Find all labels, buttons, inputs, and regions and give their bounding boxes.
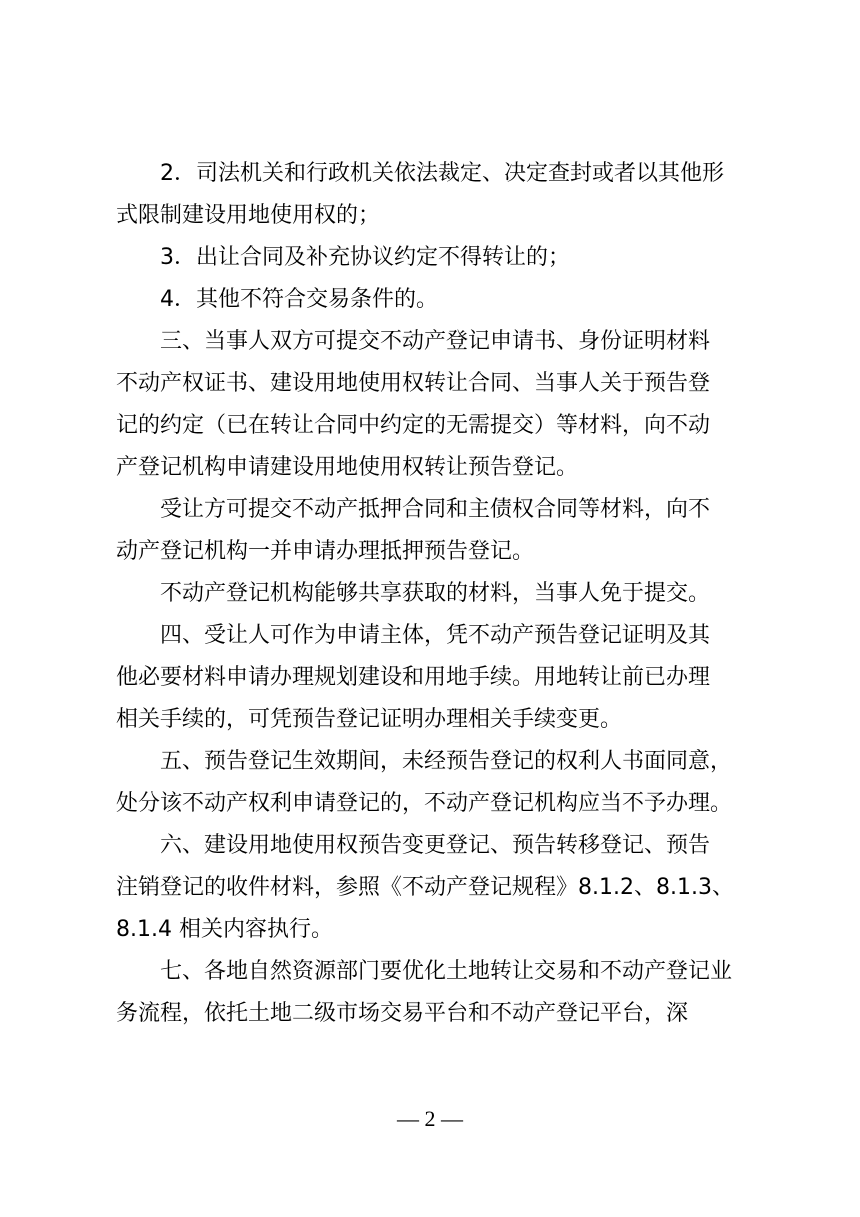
page-number: — 2 — bbox=[397, 1106, 463, 1131]
document-body bbox=[116, 153, 758, 1035]
text-line: 4．其他不符合交易条件的。 bbox=[160, 287, 438, 312]
text-line: 式限制建设用地使用权的； bbox=[116, 203, 381, 228]
text-line: 务流程，依托土地二级市场交易平台和不动产登记平台，深 bbox=[116, 1001, 689, 1026]
text-line: 不动产权证书、建设用地使用权转让合同、当事人关于预告登 bbox=[116, 371, 711, 396]
text-line: 五、预告登记生效期间，未经预告登记的权利人书面同意， bbox=[160, 749, 733, 774]
text-line: 相关手续的，可凭预告登记证明办理相关手续变更。 bbox=[116, 707, 623, 732]
text-line: 不动产登记机构能够共享获取的材料，当事人免于提交。 bbox=[160, 581, 711, 606]
text-line: 3．出让合同及补充协议约定不得转让的； bbox=[160, 245, 570, 270]
text-line: 2．司法机关和行政机关依法裁定、决定查封或者以其他形 bbox=[160, 161, 724, 186]
text-line: 他必要材料申请办理规划建设和用地手续。用地转让前已办理 bbox=[116, 665, 711, 690]
text-line: 产登记机构申请建设用地使用权转让预告登记。 bbox=[116, 455, 579, 480]
text-line: 动产登记机构一并申请办理抵押预告登记。 bbox=[116, 539, 535, 564]
text-line: 受让方可提交不动产抵押合同和主债权合同等材料，向不 bbox=[160, 497, 711, 522]
text-line: 七、各地自然资源部门要优化土地转让交易和不动产登记业 bbox=[160, 959, 733, 984]
text-line: 8.1.4 相关内容执行。 bbox=[116, 917, 333, 942]
text-line: 注销登记的收件材料，参照《不动产登记规程》8.1.2、8.1.3、 bbox=[116, 875, 734, 900]
text-line: 三、当事人双方可提交不动产登记申请书、身份证明材料 bbox=[160, 329, 711, 354]
text-line: 处分该不动产权利申请登记的，不动产登记机构应当不予办理。 bbox=[116, 791, 733, 816]
text-line: 四、受让人可作为申请主体，凭不动产预告登记证明及其 bbox=[160, 623, 711, 648]
text-line: 记的约定（已在转让合同中约定的无需提交）等材料，向不动 bbox=[116, 413, 711, 438]
text-line: 六、建设用地使用权预告变更登记、预告转移登记、预告 bbox=[160, 833, 711, 858]
